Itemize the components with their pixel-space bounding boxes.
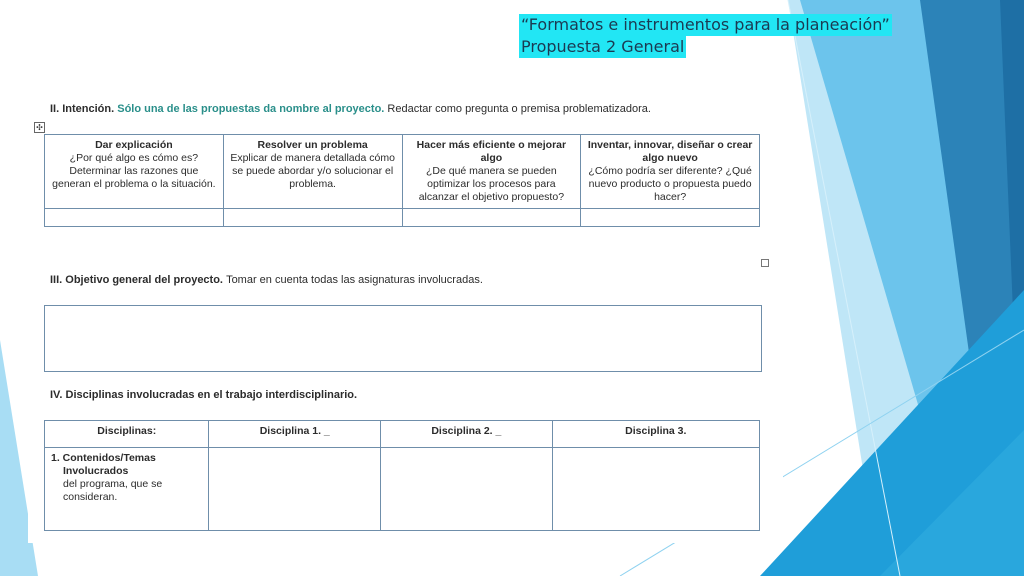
intention-title: Resolver un problema (257, 139, 368, 151)
disciplines-header: Disciplina 1. _ (209, 421, 381, 448)
section-2-label: II. Intención. (50, 103, 115, 115)
empty-cell[interactable] (45, 209, 224, 227)
intention-cell (581, 135, 760, 209)
section-3-label: III. Objetivo general del proyecto. (50, 274, 223, 286)
table-row (45, 421, 760, 448)
document-image (28, 95, 783, 543)
contents-desc: del programa, que se consideran. (63, 478, 163, 503)
contents-title-2: Involucrados (63, 465, 129, 477)
contents-title: 1. Contenidos/Temas (51, 452, 156, 464)
move-handle-icon[interactable]: ✣ (34, 122, 45, 133)
intention-desc: ¿De qué manera se pueden optimizar los procesos para alcanzar el objetivo propuesto? (418, 165, 565, 203)
disciplines-header: Disciplina 3. (552, 421, 759, 448)
section-4-heading: IV. Disciplinas involucradas en el trabajo interdisciplinario. (50, 389, 358, 401)
slide-title-line1: “Formatos e instrumentos para la planeación” (521, 15, 890, 34)
section-2-highlight: Sólo una de las propuestas da nombre al proyecto. (117, 103, 385, 115)
table-row (45, 448, 760, 531)
contents-cell (45, 448, 209, 531)
disciplines-header: Disciplina 2. _ (381, 421, 553, 448)
intention-cell (402, 135, 581, 209)
empty-cell[interactable] (402, 209, 581, 227)
disciplines-header: Disciplinas: (45, 421, 209, 448)
table-row (45, 135, 760, 209)
resize-handle-icon[interactable] (761, 259, 769, 267)
section-2-heading (50, 103, 651, 115)
empty-cell[interactable] (223, 209, 402, 227)
empty-cell[interactable] (209, 448, 381, 531)
empty-cell[interactable] (381, 448, 553, 531)
intention-cell (45, 135, 224, 209)
intention-title: Inventar, innovar, diseñar o crear algo nuevo (587, 139, 753, 164)
intention-table (44, 134, 760, 227)
section-2-instruction: Redactar como pregunta o premisa problematizadora. (387, 103, 651, 115)
empty-cell[interactable] (552, 448, 759, 531)
intention-cell (223, 135, 402, 209)
disciplines-table (44, 420, 760, 531)
slide-title-line2: Propuesta 2 General (521, 37, 685, 56)
section-3-instruction: Tomar en cuenta todas las asignaturas involucradas. (226, 274, 483, 286)
intention-title: Dar explicación (95, 139, 173, 151)
objective-box[interactable] (44, 305, 762, 372)
intention-desc: Explicar de manera detallada cómo se puede abordar y/o solucionar el problema. (230, 152, 395, 190)
table-row (45, 209, 760, 227)
section-3-heading (50, 274, 483, 286)
slide-title (519, 14, 892, 58)
intention-title: Hacer más eficiente o mejorar algo (416, 139, 567, 164)
intention-desc: ¿Cómo podría ser diferente? ¿Qué nuevo producto o propuesta puedo hacer? (588, 165, 752, 203)
intention-desc: ¿Por qué algo es cómo es? Determinar las razones que generan el problema o la situación. (52, 152, 216, 190)
empty-cell[interactable] (581, 209, 760, 227)
